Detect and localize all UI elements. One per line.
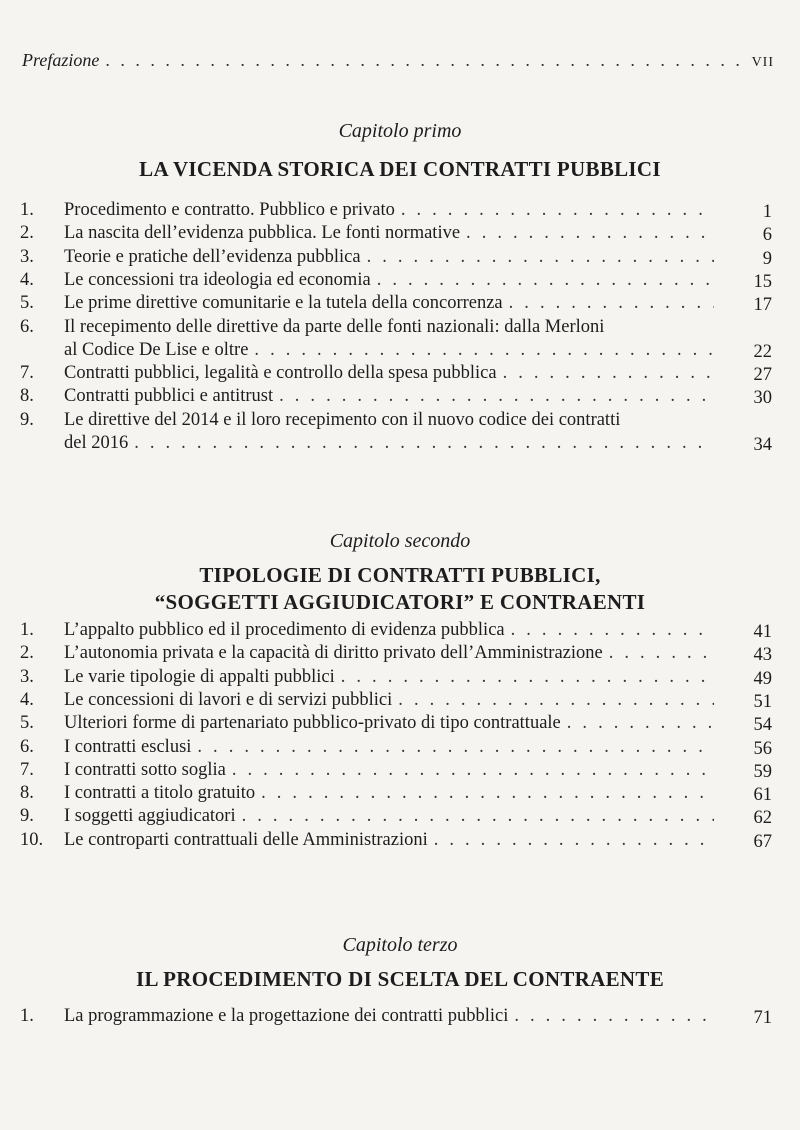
dot-leader (367, 247, 714, 268)
entry-title: Le controparti contrattuali delle Amministrazioni (64, 829, 428, 850)
entry-number: 2. (20, 223, 34, 244)
entry-title: I contratti esclusi (64, 736, 192, 757)
entry-page-number: 54 (753, 715, 772, 736)
dot-leader (567, 713, 714, 734)
entry-title: Teorie e pratiche dell’evidenza pubblica (64, 246, 361, 267)
entry-number: 8. (20, 386, 34, 407)
entry-title: Procedimento e contratto. Pubblico e privato (64, 200, 395, 220)
chapter-title-line: IL PROCEDIMENTO DI SCELTA DEL CONTRAENTE (136, 967, 664, 991)
preface-page-number: VII (751, 55, 774, 70)
entry-title: Le varie tipologie di appalti pubblici (64, 666, 335, 687)
chapter-1-title (0, 156, 800, 183)
entry-title: del 2016 (64, 432, 129, 453)
entry-number: 9. (20, 409, 34, 430)
dot-leader (261, 783, 714, 804)
dot-leader (434, 830, 714, 851)
dot-leader (254, 340, 714, 361)
preface-label: Prefazione (22, 50, 100, 70)
preface-entry[interactable] (22, 50, 774, 71)
entry-page-number: 9 (762, 248, 772, 269)
entry-title: La nascita dell’evidenza pubblica. Le fonti normative (64, 223, 461, 244)
entry-title: La programmazione e la progettazione dei contratti pubblici (64, 1006, 509, 1026)
entry-title: Il recepimento delle direttive da parte delle fonti nazionali: dalla Merloni (64, 316, 605, 337)
entry-page-number: 17 (753, 295, 772, 316)
entry-page-number: 59 (753, 761, 772, 782)
chapter-title-line: TIPOLOGIE DI CONTRATTI PUBBLICI, (199, 563, 601, 587)
chapter-2-label: Capitolo secondo (329, 530, 471, 552)
entry-page-number: 71 (753, 1008, 772, 1028)
entry-title: Le concessioni di lavori e di servizi pubblici (64, 689, 393, 710)
chapter-title-line: LA VICENDA STORICA DEI CONTRATTI PUBBLICI (139, 157, 661, 181)
entry-page-number: 62 (753, 808, 772, 829)
entry-page-number: 1 (762, 202, 772, 222)
entry-number: 9. (20, 806, 34, 827)
dot-leader (401, 200, 714, 221)
entry-page-number: 27 (753, 365, 772, 386)
dot-leader (503, 363, 714, 384)
chapter-title-line: “SOGGETTI AGGIUDICATORI” E CONTRAENTI (154, 590, 646, 614)
entry-number: 8. (20, 783, 34, 804)
entry-page-number: 67 (753, 831, 772, 852)
entry-page-number: 49 (753, 668, 772, 689)
entry-title: Le direttive del 2014 e il loro recepimento con il nuovo codice dei contratti (64, 409, 621, 430)
entry-number: 3. (20, 246, 34, 267)
entry-page-number: 34 (753, 434, 772, 455)
entry-number: 1. (20, 1006, 34, 1026)
entry-number: 6. (20, 736, 34, 757)
chapter-3-title (0, 966, 800, 993)
entry-title: L’appalto pubblico ed il procedimento di evidenza pubblica (64, 620, 505, 640)
entry-title: I contratti a titolo gratuito (64, 783, 256, 804)
entry-page-number: 51 (753, 691, 772, 712)
entry-number: 7. (20, 363, 34, 384)
entry-number: 4. (20, 269, 34, 290)
entry-page-number: 15 (753, 271, 772, 292)
chapter-2-title (0, 562, 800, 616)
dot-leader (105, 50, 745, 71)
entry-page-number: 61 (753, 785, 772, 806)
entry-number: 5. (20, 293, 34, 314)
dot-leader (134, 433, 714, 454)
dot-leader (377, 270, 714, 291)
entry-page-number: 6 (762, 225, 772, 246)
entry-title: I contratti sotto soglia (64, 759, 226, 780)
entry-page-number: 56 (753, 738, 772, 759)
entry-title: Contratti pubblici, legalità e controllo della spesa pubblica (64, 363, 497, 384)
entry-page-number: 41 (753, 622, 772, 642)
entry-number: 1. (20, 620, 34, 640)
dot-leader (509, 293, 714, 314)
entry-title: Ulteriori forme di partenariato pubblico-privato di tipo contrattuale (64, 713, 561, 734)
dot-leader (232, 760, 714, 781)
dot-leader (279, 386, 714, 407)
dot-leader (398, 690, 714, 711)
entry-title: Le concessioni tra ideologia ed economia (64, 269, 371, 290)
dot-leader (514, 1006, 714, 1027)
dot-leader (466, 223, 714, 244)
dot-leader (197, 737, 714, 758)
entry-title: I soggetti aggiudicatori (64, 806, 236, 827)
entry-number: 2. (20, 643, 34, 664)
dot-leader (341, 667, 714, 688)
dot-leader (242, 806, 714, 827)
entry-title: al Codice De Lise e oltre (64, 339, 249, 360)
entry-page-number: 43 (753, 645, 772, 666)
entry-number: 4. (20, 689, 34, 710)
dot-leader (609, 643, 714, 664)
entry-number: 10. (20, 829, 44, 850)
entry-number: 6. (20, 316, 34, 337)
dot-leader (511, 620, 714, 641)
entry-number: 3. (20, 666, 34, 687)
entry-title: Le prime direttive comunitarie e la tutela della concorrenza (64, 293, 503, 314)
chapter-3-label: Capitolo terzo (342, 934, 458, 956)
entry-number: 1. (20, 200, 34, 220)
entry-page-number: 22 (753, 341, 772, 362)
entry-title: L’autonomia privata e la capacità di diritto privato dell’Amministrazione (64, 643, 603, 664)
entry-page-number: 30 (753, 388, 772, 409)
chapter-1-label: Capitolo primo (338, 120, 462, 142)
entry-title: Contratti pubblici e antitrust (64, 386, 274, 407)
entry-number: 5. (20, 713, 34, 734)
entry-number: 7. (20, 759, 34, 780)
